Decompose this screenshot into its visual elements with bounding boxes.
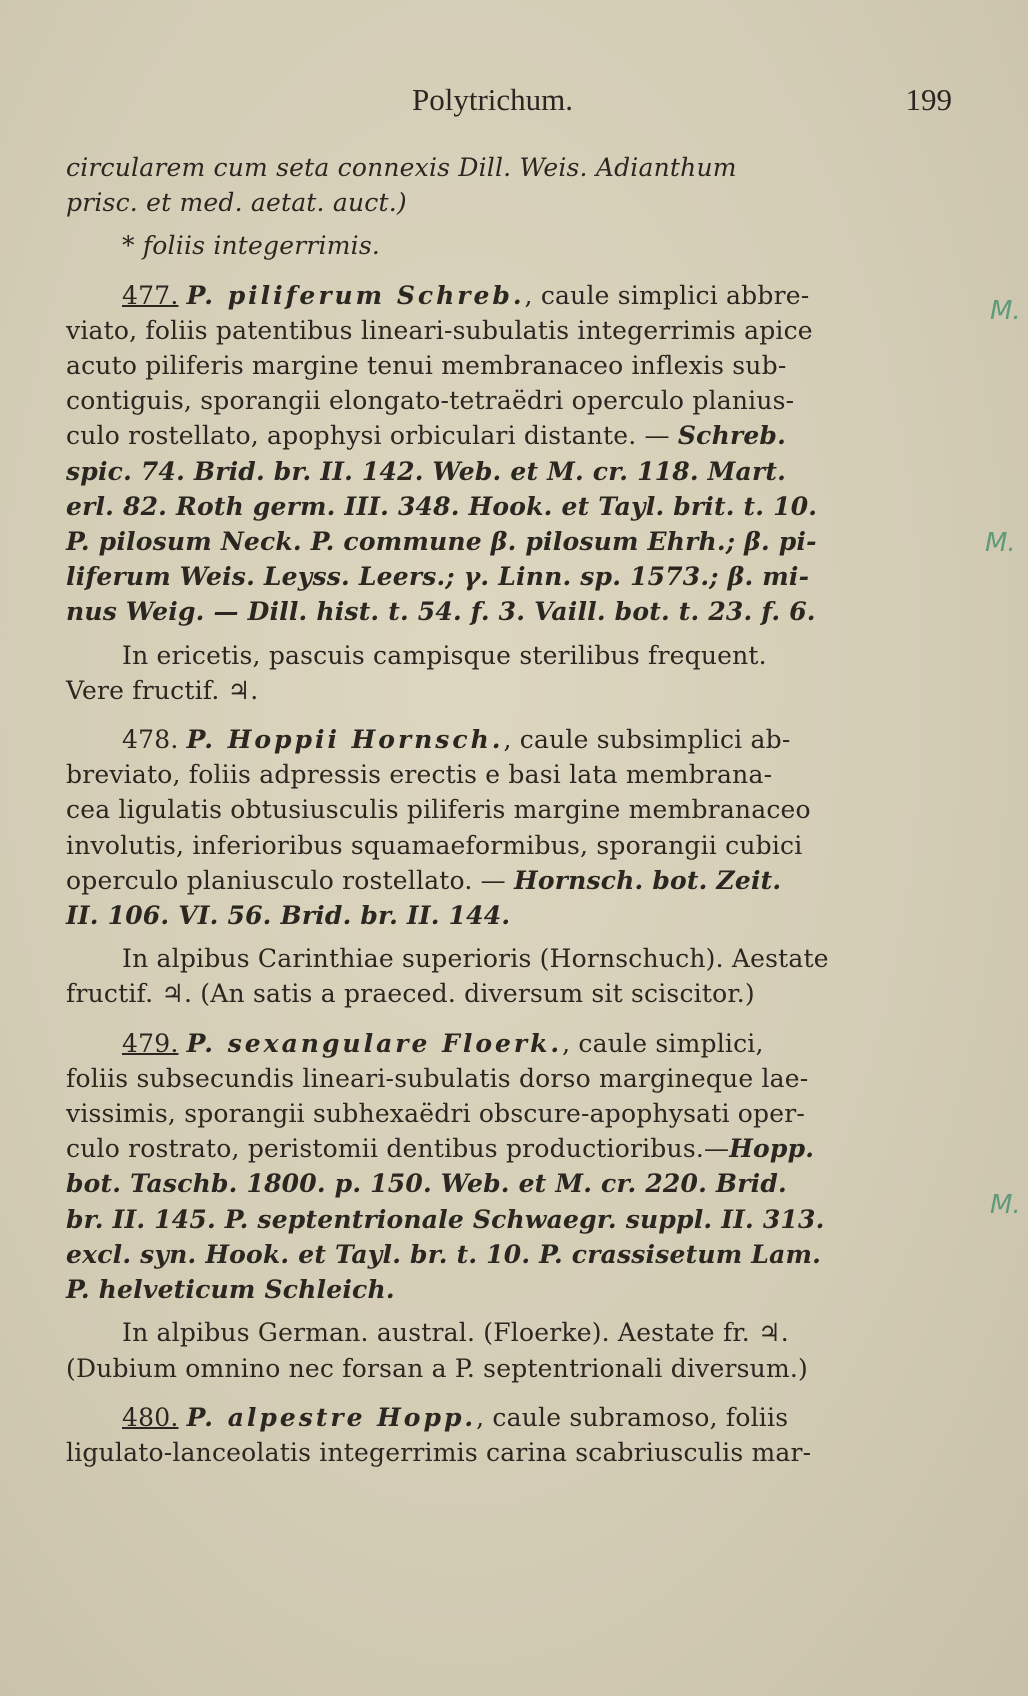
species-name: P. Hoppii Hornsch. — [186, 725, 504, 755]
margin-annotation: M. — [990, 296, 1021, 326]
reference: Hopp. — [729, 1134, 815, 1164]
species-entry-480: 480. P. alpestre Hopp., caule subramoso, foliis ligulato-lanceolatis integerrimis carina scabriusculis mar- — [66, 1402, 812, 1467]
margin-annotation: M. — [985, 528, 1016, 558]
page-number: 199 — [905, 82, 952, 117]
species-number: 478. — [122, 725, 179, 755]
intro-text: circularem cum seta connexis Dill. Weis. Adianthum prisc. et med. aetat. auct.) — [66, 153, 737, 218]
species-name: P. sexangulare Floerk. — [186, 1028, 563, 1058]
species-number: 480. — [122, 1402, 179, 1432]
species-name: P. piliferum Schreb. — [186, 280, 525, 310]
body-text — [66, 150, 954, 1470]
section-heading: * foliis integerrimis. — [122, 231, 381, 261]
reference: Schreb. — [677, 421, 787, 451]
reference: Hornsch. bot. Zeit. — [514, 865, 782, 895]
habitat-479: In alpibus German. austral. (Floerke). Aestate fr. ♃. (Dubium omnino nec forsan a P. septentrionali diversum.) — [66, 1318, 808, 1383]
species-number: 477. — [122, 280, 179, 310]
page-header — [412, 82, 952, 122]
species-entry-478: 478. P. Hoppii Hornsch., caule subsimplici ab- breviato, foliis adpressis erectis e basi lata membrana- cea ligulatis obtusiusculis piliferis margine membranaceo involutis, inferioribus squamaeformibus, sporangii cubici operculo planiusculo rostellato. — Hornsch. bot. Zeit. II. 106. VI. 56. Brid. br. II. 144. — [66, 725, 811, 931]
species-entry-479: 479. P. sexangulare Floerk., caule simplici, foliis subsecundis lineari-subulatis dorso margineque lae- vissimis, sporangii subhexaëdri obscure-apophysati oper- culo rostrato, peristomii dentibus productioribus.—Hopp. bot. Taschb. 1800. p. 150. Web. et M. cr. 220. Brid. br. II. 145. P. septentrionale Schwaegr. suppl. II. 313. excl. syn. Hook. et Tayl. br. t. 10. P. crassisetum Lam. P. helveticum Schleich. — [66, 1028, 825, 1305]
species-name: P. alpestre Hopp. — [186, 1402, 477, 1432]
running-title: Polytrichum. — [412, 82, 574, 117]
margin-annotation: M. — [990, 1190, 1021, 1220]
habitat-477: In ericetis, pascuis campisque sterilibus frequent. Vere fructif. ♃. — [66, 640, 767, 705]
species-entry-477: 477. P. piliferum Schreb., caule simplici abbre- viato, foliis patentibus lineari-subulatis integerrimis apice acuto piliferis margine tenui membranaceo inflexis sub- contiguis, sporangii elongato-tetraëdri operculo planius- culo rostellato, apophysi orbiculari distante. — Schreb. spic. 74. Brid. br. II. 142. Web. et M. cr. 118. Mart. erl. 82. Roth germ. III. 348. Hook. et Tayl. brit. t. 10. P. pilosum Neck. P. commune β. pilosum Ehrh.; β. pi- liferum Weis. Leyss. Leers.; γ. Linn. sp. 1573.; β. mi- nus Weig. — Dill. hist. t. 54. f. 3. Vaill. bot. t. 23. f. 6. — [66, 280, 818, 627]
habitat-478: In alpibus Carinthiae superioris (Hornschuch). Aestate fructif. ♃. (An satis a praeced. diversum sit sciscitor.) — [66, 944, 829, 1009]
species-number: 479. — [122, 1028, 179, 1058]
